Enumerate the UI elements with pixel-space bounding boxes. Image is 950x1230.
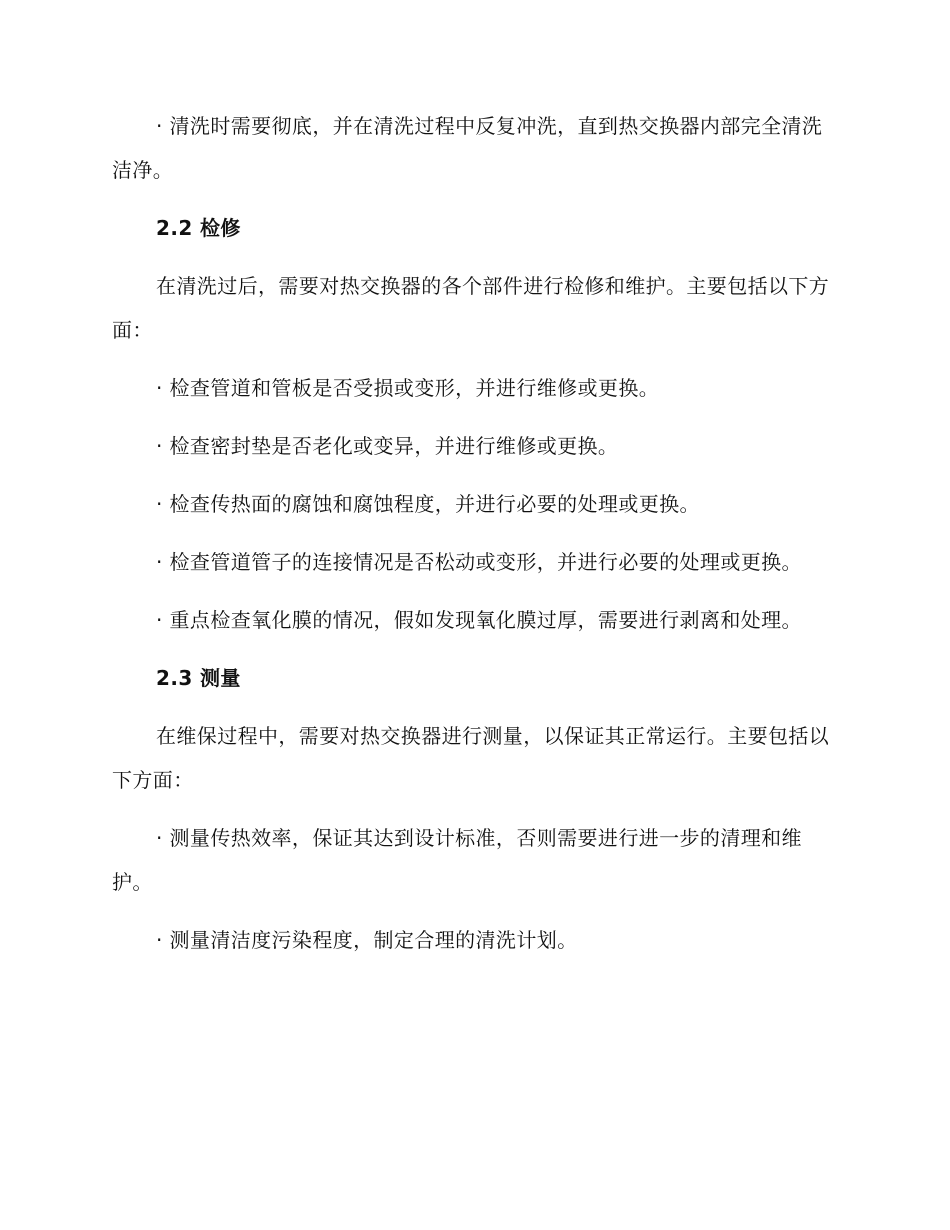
bullet-check-pipes: · 检查管道和管板是否受损或变形，并进行维修或更换。 [156,376,660,400]
paragraph-cleaning-note: · 清洗时需要彻底，并在清洗过程中反复冲洗，直到热交换器内部完全清洗洁净。 [112,114,823,182]
bullet-measure-cleanliness: · 测量清洁度污染程度，制定合理的清洗计划。 [156,928,578,952]
bullet-check-gaskets: · 检查密封垫是否老化或变异，并进行维修或更换。 [156,434,619,458]
paragraph-measurement-intro: 在维保过程中，需要对热交换器进行测量，以保证其正常运行。主要包括以下方面： [112,724,830,792]
document-page [112,104,832,962]
bullet-check-oxide-film: · 重点检查氧化膜的情况，假如发现氧化膜过厚，需要进行剥离和处理。 [156,608,802,632]
section-heading-2-3: 2.3 测量 [156,666,241,690]
bullet-check-connections: · 检查管道管子的连接情况是否松动或变形，并进行必要的处理或更换。 [156,550,802,574]
bullet-check-corrosion: · 检查传热面的腐蚀和腐蚀程度，并进行必要的处理或更换。 [156,492,700,516]
bullet-measure-efficiency: · 测量传热效率，保证其达到设计标准，否则需要进行进一步的清理和维护。 [112,826,802,894]
section-heading-2-2: 2.2 检修 [156,216,241,240]
paragraph-inspection-intro: 在清洗过后，需要对热交换器的各个部件进行检修和维护。主要包括以下方面： [112,274,830,342]
